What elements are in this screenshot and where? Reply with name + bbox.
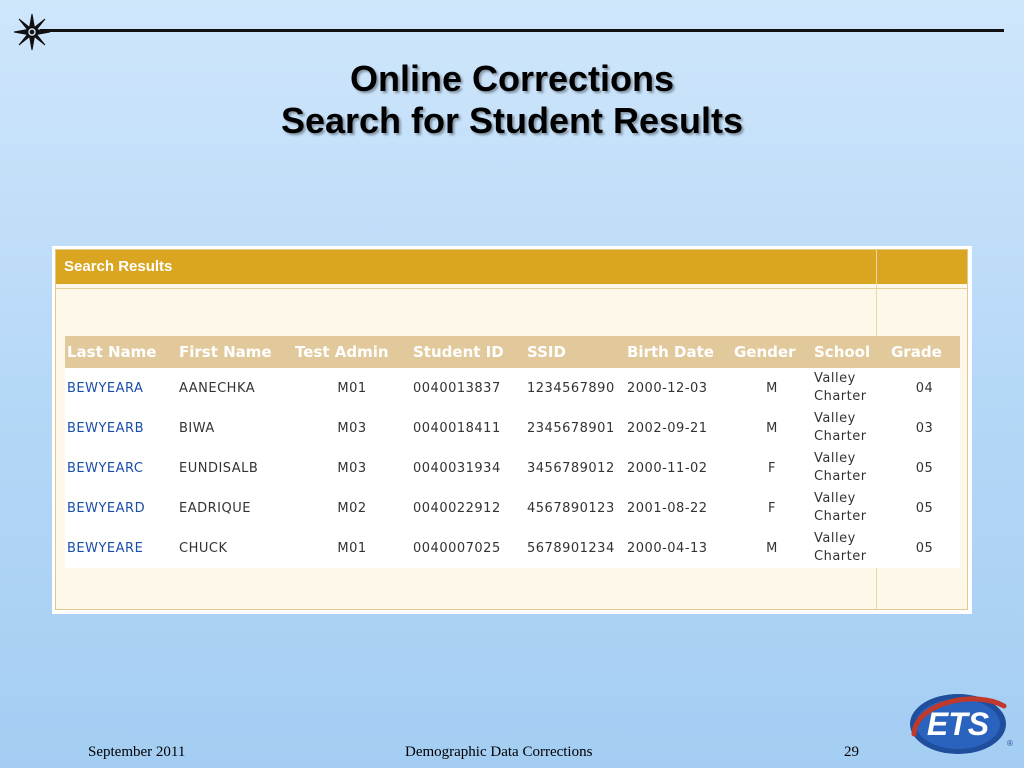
search-results-panel — [55, 249, 968, 610]
ssid-cell: 3456789012 — [527, 460, 615, 476]
ssid-cell: 4567890123 — [527, 500, 615, 516]
school-cell: Valley Charter — [814, 411, 867, 444]
birth-date-cell: 2001-08-22 — [627, 500, 708, 516]
birth-date-cell: 2000-11-02 — [627, 460, 708, 476]
gender-cell: M — [766, 420, 778, 436]
grade-cell: 03 — [915, 420, 934, 436]
col-student-id[interactable]: Student ID — [413, 343, 504, 361]
top-rule — [40, 29, 1004, 32]
first-name-cell: BIWA — [179, 420, 215, 436]
student-last-name-link[interactable]: BEWYEARB — [67, 420, 144, 436]
test-admin-cell: M03 — [337, 420, 367, 436]
first-name-cell: EUNDISALB — [179, 460, 259, 476]
slide-title-line2: Search for Student Results — [280, 100, 744, 141]
grade-cell: 04 — [915, 380, 934, 396]
birth-date-cell: 2000-12-03 — [627, 380, 708, 396]
student-last-name-link[interactable]: BEWYEARD — [67, 500, 146, 516]
first-name-cell: CHUCK — [179, 540, 228, 556]
first-name-cell: AANECHKA — [179, 380, 256, 396]
table-header-row — [65, 336, 960, 368]
footer-page-number: 29 — [844, 744, 859, 760]
col-gender[interactable]: Gender — [734, 343, 796, 361]
gender-cell: M — [766, 380, 778, 396]
first-name-cell: EADRIQUE — [179, 500, 251, 516]
col-last-name[interactable]: Last Name — [67, 343, 157, 361]
table-row — [65, 448, 960, 488]
student-id-cell: 0040022912 — [413, 500, 501, 516]
panel-header: Search Results — [56, 250, 967, 284]
ssid-cell: 2345678901 — [527, 420, 615, 436]
grade-cell: 05 — [915, 460, 934, 476]
slide-title — [0, 58, 1024, 142]
col-grade[interactable]: Grade — [891, 343, 942, 361]
ets-logo-text: ETS — [926, 706, 990, 742]
birth-date-cell: 2002-09-21 — [627, 420, 708, 436]
panel-rule — [56, 288, 967, 289]
student-id-cell: 0040013837 — [413, 380, 501, 396]
student-last-name-link[interactable]: BEWYEARC — [67, 460, 144, 476]
ssid-cell: 5678901234 — [527, 540, 615, 556]
col-ssid[interactable]: SSID — [527, 343, 566, 361]
student-last-name-link[interactable]: BEWYEARA — [67, 380, 144, 396]
test-admin-cell: M01 — [337, 540, 367, 556]
grade-cell: 05 — [915, 540, 934, 556]
school-cell: Valley Charter — [814, 371, 867, 404]
footer-topic: Demographic Data Corrections — [405, 744, 593, 760]
student-last-name-link[interactable]: BEWYEARE — [67, 540, 144, 556]
ets-logo — [906, 688, 1014, 758]
slide-title-line1: Online Corrections — [349, 58, 675, 99]
school-cell: Valley Charter — [814, 451, 867, 484]
table-row — [65, 488, 960, 528]
registered-mark-icon: ® — [1007, 739, 1013, 748]
table-row — [65, 408, 960, 448]
footer-date: September 2011 — [88, 744, 186, 760]
ssid-cell: 1234567890 — [527, 380, 615, 396]
col-test-admin[interactable]: Test Admin — [295, 343, 389, 361]
test-admin-cell: M01 — [337, 380, 367, 396]
test-admin-cell: M02 — [337, 500, 367, 516]
search-results-screenshot — [52, 246, 972, 614]
table-row — [65, 528, 960, 568]
gender-cell: F — [768, 460, 776, 476]
gender-cell: M — [766, 540, 778, 556]
grade-cell: 05 — [915, 500, 934, 516]
school-cell: Valley Charter — [814, 531, 867, 564]
student-id-cell: 0040031934 — [413, 460, 501, 476]
gender-cell: F — [768, 500, 776, 516]
birth-date-cell: 2000-04-13 — [627, 540, 708, 556]
student-id-cell: 0040018411 — [413, 420, 501, 436]
student-id-cell: 0040007025 — [413, 540, 501, 556]
school-cell: Valley Charter — [814, 491, 867, 524]
results-table — [65, 336, 960, 568]
compass-star-icon — [12, 12, 52, 52]
col-birth-date[interactable]: Birth Date — [627, 343, 714, 361]
test-admin-cell: M03 — [337, 460, 367, 476]
col-school[interactable]: School — [814, 343, 871, 361]
table-row — [65, 368, 960, 408]
col-first-name[interactable]: First Name — [179, 343, 272, 361]
